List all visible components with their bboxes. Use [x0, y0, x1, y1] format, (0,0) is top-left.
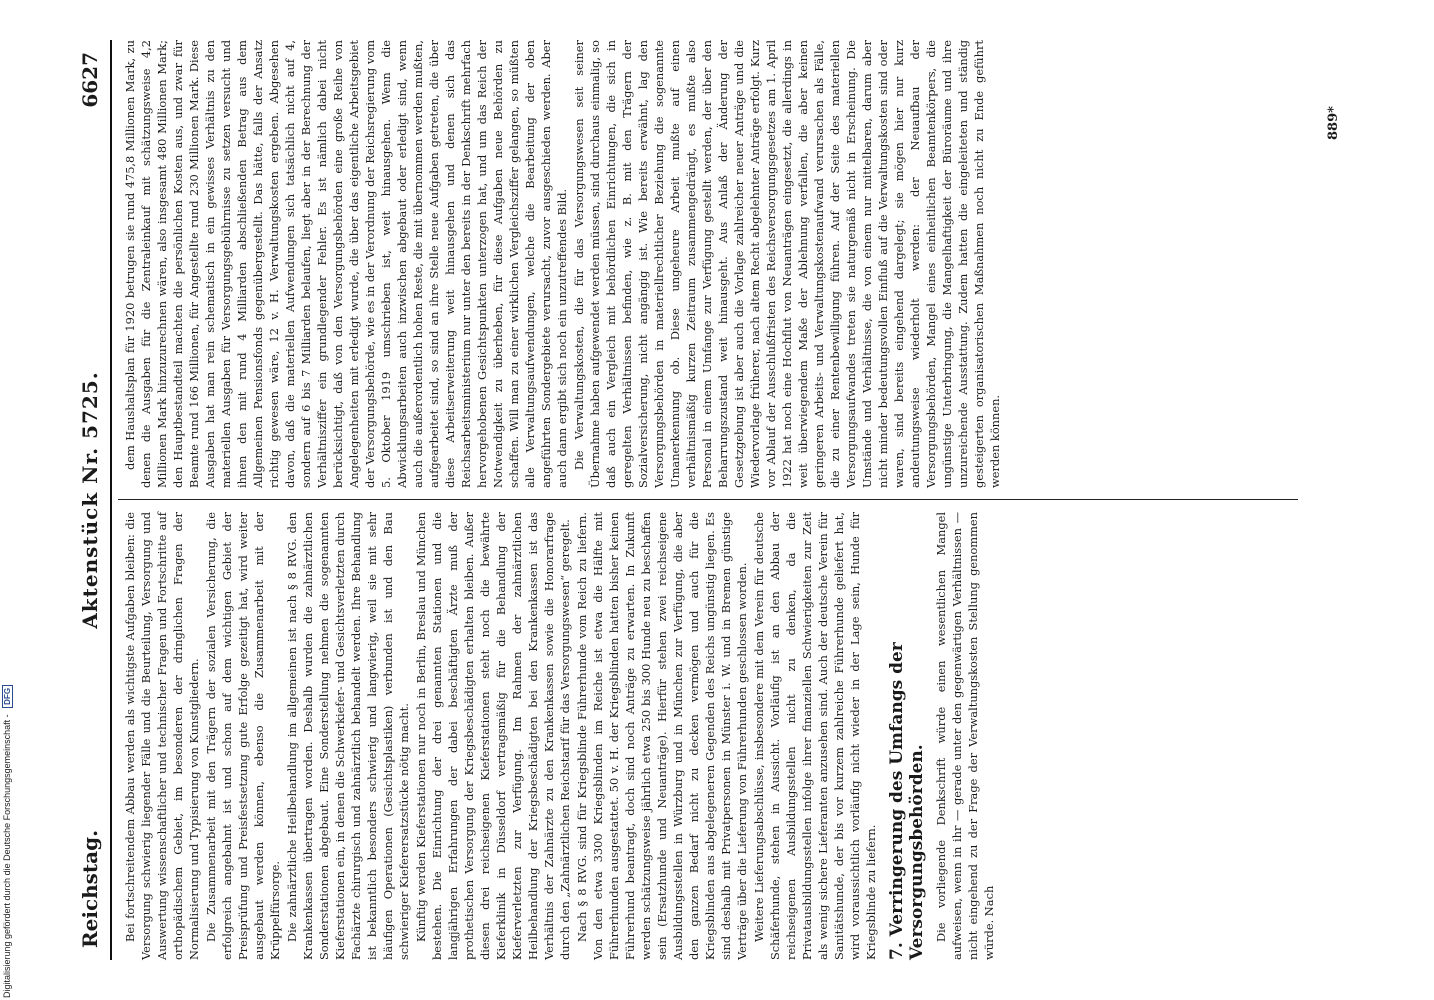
- paragraph: Weitere Lieferungsabschlüsse, insbesondere mit dem Verein für deutsche Schäferhunde, stehen in Aussicht. Vorläufig ist an den Abbau der reichseigenen Ausbildungsstellen nicht zu denken, da die Privatausbildungsstellen infolge ihrer finanziellen Schwierigkeiten zur Zeit als wenig sichere Lieferanten anzusehen sind. Auch der deutsche Verein für Sanitätshunde, der bis vor kurzem zahlreiche Führerhunde geliefert hat, wird voraussichtlich vorläufig nicht wieder in der Lage sein, Hunde für Kriegsblinde zu liefern.: [752, 512, 878, 960]
- credit-text: Digitalisierung gefördert durch die Deutsche Forschungsgemeinschaft -: [2, 714, 12, 998]
- header-title: Aktenstück Nr. 5725.: [78, 371, 102, 629]
- section-heading: 7. Verringerung des Umfangs der Versorgungsbehörden.: [887, 642, 927, 960]
- paragraph: Nach § 8 RVG. sind für Kriegsblinde Führerhunde vom Reich zu liefern. Von den etwa 3300 Kriegsblinden im Reiche ist etwa die Hälfte mit Führerhunden ausgestattet. 50 v. H. der Kriegsblinden hatten bisher keinen Führerhund beantragt, doch sind noch Anträge zu erwarten. In Zukunft werden schätzungsweise jährlich etwa 250 bis 300 Hunde neu zu beschaffen sein (Ersatzhunde und Neuanträge). Hierfür stehen zwei reichseigene Ausbildungsstellen in Würzburg und in München zur Verfügung, die aber den ganzen Bedarf nicht zu decken vermögen und auch für die Kriegsblinden aus abgelegeneren Gegenden des Reichs ungünstig liegen. Es sind deshalb mit Privatpersonen in Münster i. W. und in Bremen günstige Verträge über die Lieferung von Führerhunden geschlossen worden.: [575, 512, 749, 960]
- paragraph: Die Verwaltungskosten, die für das Versorgungswesen seit seiner Übernahme haben aufgewendet werden müssen, sind durchaus einmalig, so daß auch ein Vergleich mit behördlichen Einrichtungen, die sich in geregelten Verhältnissen befinden, wie z. B. mit den Trägern der Sozialversicherung, nicht angängig ist. Wie bereits erwähnt, lag den Versorgungsbehörden in materiellrechtlicher Beziehung die sogenannte Umanerkennung ob. Diese ungeheure Arbeit mußte auf einen verhältnismäßig kurzen Zeitraum zusammengedrängt, es mußte also Personal in einem Umfange zur Verfügung gestellt werden, der über den Beharrungszustand weit hinausgeht. Aus Anlaß der Änderung der Gesetzgebung ist aber auch die Vorlage zahlreicher neuer Anträge und die Wiedervorlage früherer, nach altem Recht abgelehnter Anträge erfolgt. Kurz vor Ablauf der Ausschlußfristen des Reichsversorgungsgesetzes am 1. April 1922 hat noch eine Hochflut von Neuanträgen eingesetzt, die allerdings in weit überwiegendem Maße der Ablehnung verfallen, die aber keinen geringeren Arbeits- und Verwaltungskostenaufwand verursachen als Fälle, die zu einer Rentenbewilligung führen. Auf der Seite des materiellen Versorgungsaufwandes treten sie naturgemäß nicht in Erscheinung. Die Umstände und Verhältnisse, die von einem nur mittelbaren, darum aber nicht minder bedeutungsvollen Einfluß auf die Verwaltungskosten sind oder waren, sind bereits eingehend dargelegt; sie mögen hier nur kurz andeutungsweise wiederholt werden: der Neuaufbau der Versorgungsbehörden, Mangel eines einheitlichen Beamtenkörpers, die ungünstige Unterbringung, die Mangelhaftigkeit der Büroräume und ihre unzureichende Ausstattung. Zudem hatten die eingeleiteten und ständig gesteigerten organisatorischen Maßnahmen noch nicht zu Ende geführt werden können.: [572, 40, 1002, 488]
- header-left: Reichstag.: [78, 829, 102, 948]
- paragraph: Bei fortschreitendem Abbau werden als wichtigste Aufgaben bleiben: die Versorgung schwierig liegender Fälle und die Beurteilung, Versorgung und Auswertung wissenschaftlicher und technischer Fragen und Fortschritte auf orthopädischem Gebiet, im besonderen der dringlichen Fragen der Normalisierung und Typisierung von Kunstgliedern.: [123, 512, 201, 960]
- paragraph: dem Haushaltsplan für 1920 betrugen sie rund 475,8 Millionen Mark, zu denen die Ausgaben für die Zentraleinkauf mit schätzungsweise 4,2 Millionen Mark hinzuzurechnen wären, also insgesamt 480 Millionen Mark; den Hauptbestandteil machten die persönlichen Kosten aus, und zwar für Beamte rund 166 Millionen, für Angestellte rund 230 Millionen Mark. Diese Ausgaben hat man rein schematisch in ein gewisses Verhältnis zu den materiellen Ausgaben für Versorgungsgebührnisse zu setzen versucht und ihnen den mit rund 4 Milliarden abschließenden Betrag aus dem Allgemeinen Pensionsfonds gegenübergestellt. Das hätte, falls der Ansatz richtig gewesen wäre, 12 v. H. Verwaltungskosten ergeben. Abgesehen davon, daß die materiellen Aufwendungen sich tatsächlich nicht auf 4, sondern auf 6 bis 7 Milliarden belaufen, liegt aber in der Berechnung der Verhältnisziffer ein grundlegender Fehler. Es ist nämlich dabei nicht berücksichtigt, daß von den Versorgungsbehörden eine große Reihe von Angelegenheiten mit erledigt wurde, die über das eigentliche Arbeitsgebiet der Versorgungsbehörde, wie es in der Verordnung der Reichsregierung vom 5. Oktober 1919 umschrieben ist, weit hinausgehen. Wenn die Abwicklungsarbeiten auch inzwischen abgebaut oder erledigt sind, wenn auch die außerordentlich hohen Reste, die mit übernommen werden mußten, aufgearbeitet sind, so sind an ihre Stelle neue Aufgaben getreten, die über diese Arbeitserweiterung weit hinausgehen und denen sich das Reichsarbeitsministerium nur unter den bereits in der Denkschrift mehrfach hervorgehobenen Gesichtspunkten unterzogen hat, und um das Reich der Notwendigkeit zu überheben, für diese Aufgaben neue Behörden zu schaffen. Will man zu einer wirklichen Vergleichsziffer gelangen, so müßten alle Verwaltungsaufwendungen, welche die Bearbeitung der oben angeführten Sondergebiete verursacht, zuvor ausgeschieden werden. Aber auch dann ergibt sich noch ein unzutreffendes Bild.: [123, 40, 569, 488]
- document-page: [72, 40, 1362, 960]
- header-rule: [110, 40, 112, 960]
- paragraph: Künftig werden Kieferstationen nur noch in Berlin, Breslau und München bestehen. Die Einrichtung der drei genannten Stationen und die langjährigen Erfahrungen der dabei beschäftigten Ärzte muß der prothetischen Versorgung der Kriegsbeschädigten erhalten bleiben. Außer diesen drei reichseigenen Kieferstationen steht noch die bewährte Kieferklinik in Düsseldorf vertragsmäßig für die Behandlung der Kieferverletzten zur Verfügung. Im Rahmen der zahnärztlichen Heilbehandlung der Kriegsbeschädigten bei den Krankenkassen ist das Verhältnis der Zahnärzte zu den Krankenkassen sowie die Honorarfrage durch den „Zahnärztlichen Reichstarif für das Versorgungswesen“ geregelt.: [414, 512, 572, 960]
- digitization-credit: [2, 0, 14, 998]
- page-footer-number: 889*: [1326, 106, 1341, 140]
- left-column: [122, 512, 998, 960]
- right-column: [122, 40, 1004, 488]
- paragraph: Die vorliegende Denkschrift würde einen wesentlichen Mangel aufweisen, wenn in ihr — gerade unter den gegenwärtigen Verhältnissen — nicht eingehend zu der Frage der Verwaltungskosten Stellung genommen würde. Nach: [934, 512, 996, 960]
- dfg-logo: DFG: [2, 685, 13, 708]
- column-divider: [118, 499, 1298, 500]
- paragraph: Die zahnärztliche Heilbehandlung im allgemeinen ist nach § 8 RVG. den Krankenkassen übertragen worden. Deshalb wurden die zahnärztlichen Sonderstationen abgebaut. Eine Sonderstellung nehmen die sogenannten Kieferstationen ein, in denen die Schwerkiefer- und Gesichtsverletzten durch Fachärzte chirurgisch und zahnärztlich behandelt werden. Ihre Behandlung ist bekanntlich besonders schwierig und langwierig, weil sie mit sehr häufigen Operationen (Gesichtsplastiken) verbunden ist und den Bau schwieriger Kieferersatzstücke nötig macht.: [285, 512, 411, 960]
- page-number: 6627: [78, 52, 102, 108]
- paragraph: Die Zusammenarbeit mit den Trägern der sozialen Versicherung, die erfolgreich angebahnt ist und schon auf dem wichtigen Gebiet der Preisprüfung und Preisfestsetzung gute Erfolge gezeitigt hat, wird weiter ausgebaut werden können, ebenso die Zusammenarbeit mit der Krüppelfürsorge.: [204, 512, 282, 960]
